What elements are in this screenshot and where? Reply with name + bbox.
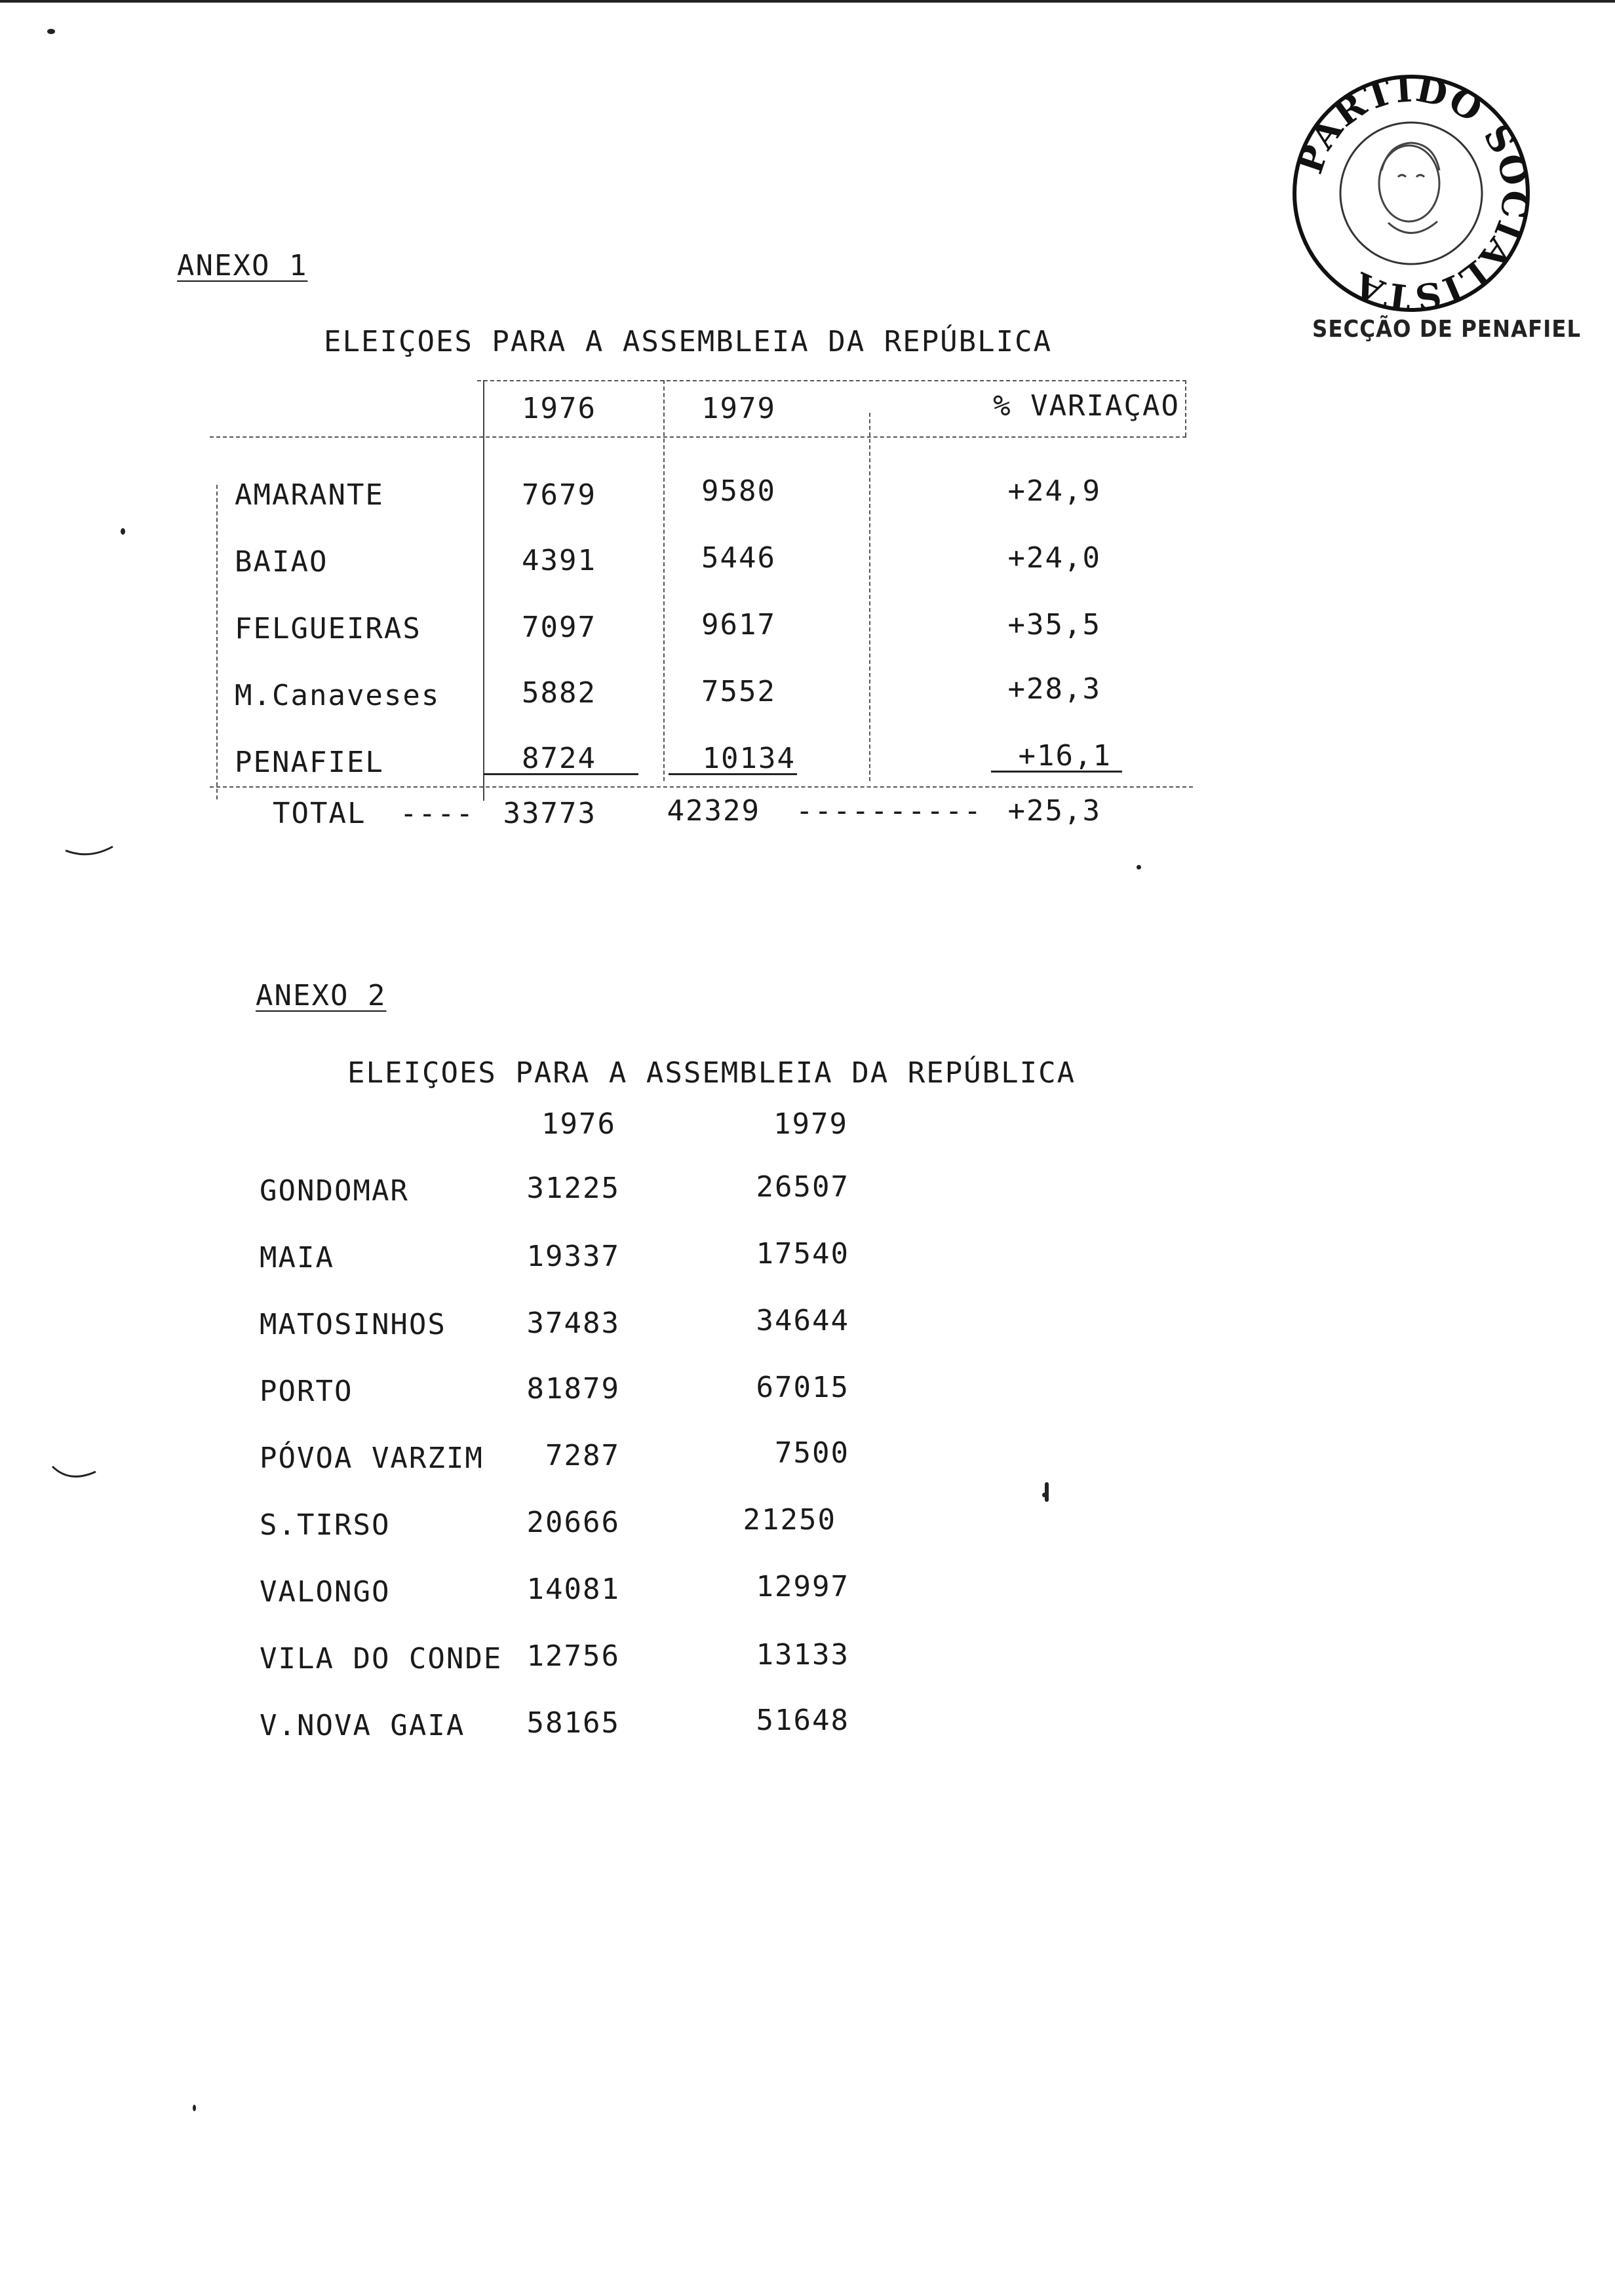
row-1979: 9580 bbox=[701, 474, 776, 508]
total-1976: 33773 bbox=[503, 797, 596, 830]
scan-mark bbox=[63, 840, 115, 866]
header-1979: 1979 bbox=[773, 1107, 848, 1141]
row-variation: +16,1 bbox=[1018, 739, 1112, 773]
total-variation: +25,3 bbox=[1007, 794, 1101, 828]
row-name: PENAFIEL bbox=[235, 746, 384, 779]
row-name: MATOSINHOS bbox=[260, 1308, 446, 1341]
total-1979: 42329 bbox=[667, 794, 760, 828]
stamp-caption: SECÇÃO DE PENAFIEL bbox=[1312, 316, 1582, 343]
row-1976: 81879 bbox=[526, 1372, 620, 1406]
row-1979: 21250 bbox=[743, 1503, 836, 1537]
body-bottom-rule bbox=[210, 786, 1193, 788]
row-1976: 7679 bbox=[522, 478, 596, 512]
row-1976: 8724 bbox=[522, 742, 596, 775]
col-divider-1979 bbox=[663, 380, 665, 781]
row-name: PORTO bbox=[260, 1375, 353, 1408]
scan-mark bbox=[50, 1461, 102, 1487]
scan-speck bbox=[1137, 865, 1141, 870]
row-1976: 14081 bbox=[526, 1573, 620, 1606]
row-1976: 4391 bbox=[522, 544, 596, 577]
row-name: VILA DO CONDE bbox=[260, 1642, 503, 1675]
stamp-ring-text: PARTIDO SO IALISTA bbox=[1290, 72, 1532, 315]
col-divider-left bbox=[216, 485, 218, 799]
scan-speck bbox=[193, 2105, 196, 2111]
row-1979: 17540 bbox=[756, 1237, 849, 1271]
sum-rule-1979 bbox=[669, 773, 797, 775]
row-variation: +35,5 bbox=[1007, 608, 1101, 641]
scan-speck bbox=[121, 528, 125, 535]
party-stamp bbox=[1290, 72, 1532, 315]
portrait-icon bbox=[1379, 143, 1439, 233]
col-divider-1976 bbox=[483, 380, 484, 801]
row-name: V.NOVA GAIA bbox=[260, 1709, 465, 1742]
annex1-label: ANEXO 1 bbox=[177, 249, 308, 282]
row-name: AMARANTE bbox=[235, 478, 384, 512]
annex2-label: ANEXO 2 bbox=[256, 979, 387, 1012]
row-name: VALONGO bbox=[260, 1575, 391, 1609]
row-1976: 31225 bbox=[526, 1172, 620, 1205]
svg-text:PARTIDO SOCIALISTA bbox=[1290, 72, 1532, 315]
col-divider-var bbox=[869, 413, 870, 781]
sum-rule-variation bbox=[991, 771, 1122, 773]
row-name: GONDOMAR bbox=[260, 1174, 409, 1208]
row-1979: 10134 bbox=[702, 742, 796, 775]
row-variation: +24,0 bbox=[1007, 541, 1101, 575]
row-1979: 9617 bbox=[701, 608, 776, 641]
row-1976: 37483 bbox=[526, 1307, 620, 1340]
annex1-title: ELEIÇOES PARA A ASSEMBLEIA DA REPÚBLICA bbox=[324, 325, 1053, 358]
row-1979: 5446 bbox=[701, 541, 776, 575]
header-1976: 1976 bbox=[541, 1107, 616, 1141]
row-1976: 12756 bbox=[526, 1639, 620, 1673]
row-1976: 5882 bbox=[522, 676, 596, 710]
header-1979: 1979 bbox=[701, 392, 776, 425]
sum-rule-1976 bbox=[484, 773, 638, 775]
row-1979: 7500 bbox=[775, 1436, 849, 1470]
row-name: MAIA bbox=[260, 1241, 334, 1274]
page-top-edge bbox=[0, 0, 1615, 3]
total-leader-2: ---------- bbox=[796, 794, 983, 828]
scan-speck bbox=[47, 29, 55, 34]
row-1979: 26507 bbox=[756, 1170, 849, 1204]
row-variation: +24,9 bbox=[1007, 474, 1101, 508]
row-1979: 51648 bbox=[756, 1704, 849, 1737]
row-name: BAIAO bbox=[235, 545, 328, 579]
row-1979: 12997 bbox=[756, 1570, 849, 1603]
row-1979: 67015 bbox=[756, 1371, 849, 1404]
scan-speck bbox=[1045, 1482, 1049, 1502]
total-leader-1: ---- bbox=[400, 797, 475, 830]
row-name: FELGUEIRAS bbox=[235, 612, 421, 645]
total-label: TOTAL bbox=[273, 797, 366, 830]
row-1979: 13133 bbox=[756, 1638, 849, 1672]
row-name: PÓVOA VARZIM bbox=[260, 1442, 484, 1475]
row-1976: 19337 bbox=[526, 1240, 620, 1273]
row-1979: 34644 bbox=[756, 1304, 849, 1337]
annex2-title: ELEIÇOES PARA A ASSEMBLEIA DA REPÚBLICA bbox=[347, 1056, 1076, 1090]
header-variation: % VARIAÇAO bbox=[993, 389, 1180, 423]
row-1976: 58165 bbox=[526, 1706, 620, 1740]
row-name: M.Canaveses bbox=[235, 679, 440, 712]
header-top-rule bbox=[477, 380, 1186, 381]
header-1976: 1976 bbox=[522, 392, 596, 425]
row-1976: 20666 bbox=[526, 1506, 620, 1539]
row-name: S.TIRSO bbox=[260, 1508, 391, 1542]
row-1976: 7287 bbox=[545, 1439, 620, 1472]
row-1979: 7552 bbox=[701, 675, 776, 708]
col-divider-right bbox=[1185, 380, 1186, 436]
row-1976: 7097 bbox=[522, 611, 596, 644]
row-variation: +28,3 bbox=[1007, 672, 1101, 706]
header-bottom-rule bbox=[210, 436, 1186, 438]
